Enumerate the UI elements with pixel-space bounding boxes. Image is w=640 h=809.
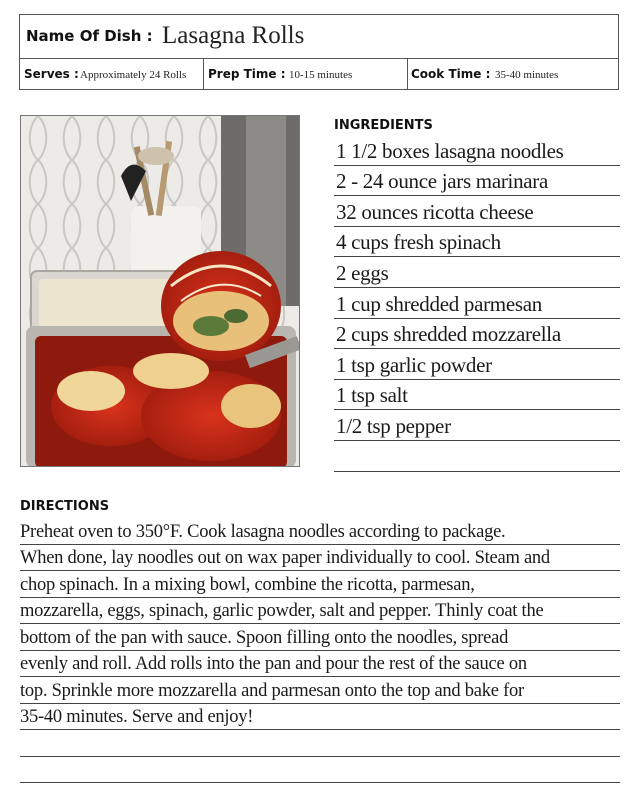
recipe-meta-row — [20, 59, 618, 89]
ingredient-item: 4 cups fresh spinach — [334, 227, 620, 258]
ingredient-item: 2 - 24 ounce jars marinara — [334, 166, 620, 197]
directions-text — [20, 518, 620, 783]
lasagna-rolls-photo — [20, 115, 300, 467]
cook-time-value: 35-40 minutes — [495, 69, 559, 81]
directions-heading: DIRECTIONS — [20, 499, 110, 514]
recipe-header — [19, 14, 619, 90]
prep-time-value: 10-15 minutes — [289, 69, 353, 81]
ingredient-item: 2 eggs — [334, 257, 620, 288]
ingredient-item: 2 cups shredded mozzarella — [334, 319, 620, 350]
cook-time-label: Cook Time : — [411, 67, 491, 81]
directions-line: bottom of the pan with sauce. Spoon filling onto the noodles, spread — [20, 624, 620, 651]
serves-cell — [20, 59, 204, 89]
prep-time-label: Prep Time : — [208, 67, 286, 81]
directions-line-blank — [20, 757, 620, 784]
ingredients-list — [334, 135, 620, 472]
cook-time-cell — [408, 59, 618, 89]
directions-line-blank — [20, 730, 620, 757]
directions-line: evenly and roll. Add rolls into the pan and pour the rest of the sauce on — [20, 651, 620, 678]
dish-row — [20, 15, 618, 59]
serves-value: Approximately 24 Rolls — [80, 69, 187, 81]
directions-line: chop spinach. In a mixing bowl, combine the ricotta, parmesan, — [20, 571, 620, 598]
directions-line: top. Sprinkle more mozzarella and parmesan onto the top and bake for — [20, 677, 620, 704]
ingredient-item: 1 1/2 boxes lasagna noodles — [334, 135, 620, 166]
ingredients-heading: INGREDIENTS — [334, 118, 433, 133]
ingredient-item: 1 tsp garlic powder — [334, 349, 620, 380]
directions-line: When done, lay noodles out on wax paper individually to cool. Steam and — [20, 545, 620, 572]
ingredient-item: 1 tsp salt — [334, 380, 620, 411]
prep-time-cell — [204, 59, 408, 89]
ingredient-item: 1 cup shredded parmesan — [334, 288, 620, 319]
lasagna-rolls-illustration — [21, 116, 300, 467]
ingredient-item: 32 ounces ricotta cheese — [334, 196, 620, 227]
ingredient-item-blank — [334, 441, 620, 472]
ingredient-item: 1/2 tsp pepper — [334, 410, 620, 441]
dish-name: Lasagna Rolls — [162, 22, 305, 49]
dish-label: Name Of Dish : — [26, 27, 153, 45]
directions-line: Preheat oven to 350°F. Cook lasagna noodles according to package. — [20, 518, 620, 545]
directions-line: 35-40 minutes. Serve and enjoy! — [20, 704, 620, 731]
serves-label: Serves : — [24, 67, 79, 81]
directions-line: mozzarella, eggs, spinach, garlic powder, salt and pepper. Thinly coat the — [20, 598, 620, 625]
